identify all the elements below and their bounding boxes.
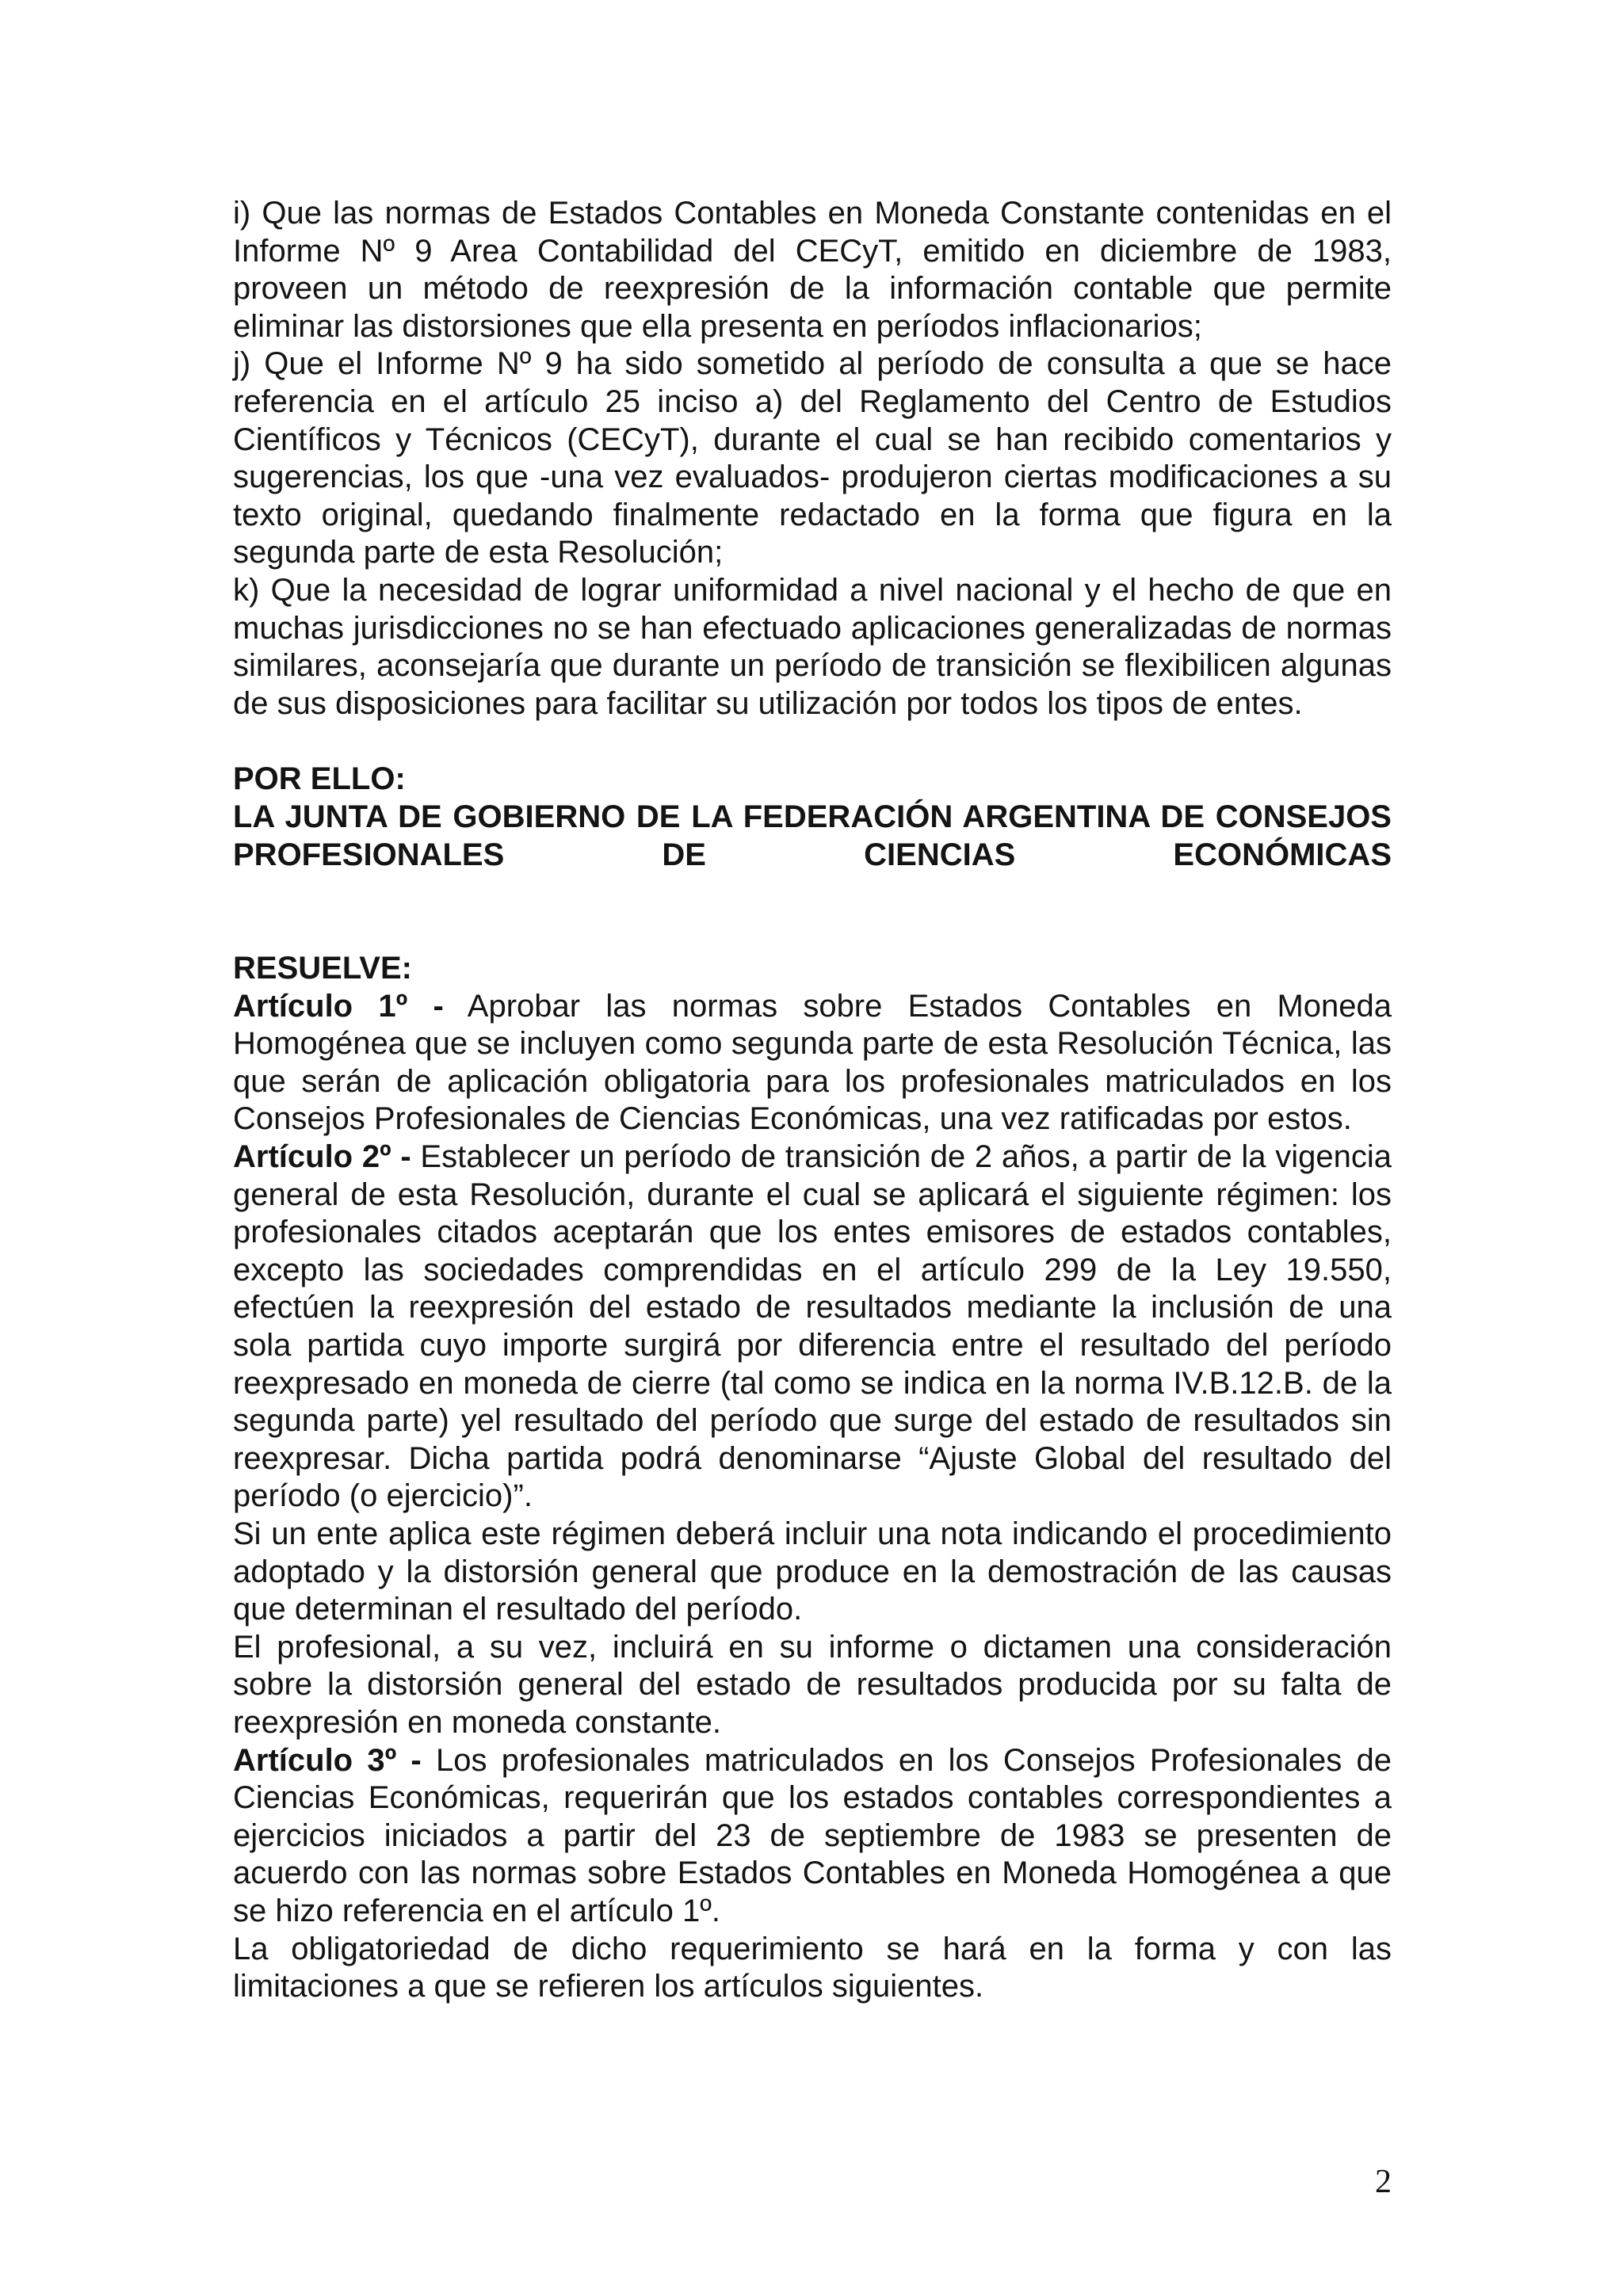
considerando-k: k) Que la necesidad de lograr uniformidad a nivel nacional y el hecho de que en muchas jurisdicciones no se han efectuado aplicaciones generalizadas de normas similares, aconsejaría que durante un período de transición se flexibilicen algunas de sus disposiciones para facilitar su utilización por todos los tipos de entes. bbox=[233, 572, 1392, 721]
articulo-3-text: Los profesionales matriculados en los Consejos Profesionales de Ciencias Económicas, requerirán que los estados contables correspondientes a ejercicios iniciados a partir del 23 de septiembre de 1983 se presenten de acuerdo con las normas sobre Estados Contables en Moneda Homogénea a que se hizo referencia en el artículo 1º. bbox=[233, 1742, 1392, 1928]
document-body bbox=[233, 195, 1392, 2006]
articulo-1 bbox=[233, 988, 1392, 1138]
articulo-2-paragraph-2: Si un ente aplica este régimen deberá incluir una nota indicando el procedimiento adoptado y la distorsión general que produce en la demostración de las causas que determinan el resultado del período. bbox=[233, 1516, 1392, 1627]
articulo-2-label: Artículo 2º - bbox=[233, 1139, 411, 1175]
por-ello-heading: POR ELLO: bbox=[233, 761, 406, 797]
considerando-i: i) Que las normas de Estados Contables en Moneda Constante contenidas en el Informe Nº 9 Area Contabilidad del CECyT, emitido en diciembre de 1983, proveen un método de reexpresión de la información contable que permite eliminar las distorsiones que ella presenta en períodos inflacionarios; bbox=[233, 196, 1392, 344]
articulo-2-paragraph-3: El profesional, a su vez, incluirá en su informe o dictamen una consideración sobre la distorsión general del estado de resultados producida por su falta de reexpresión en moneda constante. bbox=[233, 1629, 1392, 1740]
spacer bbox=[233, 723, 1392, 761]
articulo-1-label: Artículo 1º - bbox=[233, 988, 444, 1024]
considerando-j: j) Que el Informe Nº 9 ha sido sometido al período de consulta a que se hace referencia en el artículo 25 inciso a) del Reglamento del Centro de Estudios Científicos y Técnicos (CECyT), durante el cual se han recibido comentarios y sugerencias, los que -una vez evaluados- produjeron ciertas modificaciones a su texto original, quedando finalmente redactado en la forma que figura en la segunda parte de esta Resolución; bbox=[233, 346, 1392, 570]
resuelve-heading: RESUELVE: bbox=[233, 951, 412, 986]
articulo-3-label: Artículo 3º - bbox=[233, 1742, 422, 1778]
articulo-2-text: Establecer un período de transición de 2 años, a partir de la vigencia general de esta Resolución, durante el cual se aplicará el siguiente régimen: los profesionales citados aceptarán que los entes emisores de estados contables, excepto las sociedades comprendidas en el artículo 299 de la Ley 19.550, efectúen la reexpresión del estado de resultados mediante la inclusión de una sola partida cuyo importe surgirá por diferencia entre el resultado del período reexpresado en moneda de cierre (tal como se indica en la norma IV.B.12.B. de la segunda parte) yel resultado del período que surge del estado de resultados sin reexpresar. Dicha partida podrá denominarse “Ajuste Global del resultado del período (o ejercicio)”. bbox=[233, 1139, 1392, 1514]
page-number: 2 bbox=[1375, 2164, 1392, 2200]
articulo-1-text: Aprobar las normas sobre Estados Contables en Moneda Homogénea que se incluyen como segunda parte de esta Resolución Técnica, las que serán de aplicación obligatoria para los profesionales matriculados en los Consejos Profesionales de Ciencias Económicas, una vez ratificadas por estos. bbox=[233, 988, 1392, 1137]
articulo-2 bbox=[233, 1138, 1392, 1516]
spacer bbox=[233, 874, 1392, 950]
junta-heading: LA JUNTA DE GOBIERNO DE LA FEDERACIÓN ARGENTINA DE CONSEJOS PROFESIONALES DE CIENCIAS ECONÓMICAS bbox=[233, 799, 1392, 872]
articulo-3 bbox=[233, 1742, 1392, 1931]
articulo-3-paragraph-2: La obligatoriedad de dicho requerimiento se hará en la forma y con las limitaciones a que se refieren los artículos siguientes. bbox=[233, 1931, 1392, 2004]
